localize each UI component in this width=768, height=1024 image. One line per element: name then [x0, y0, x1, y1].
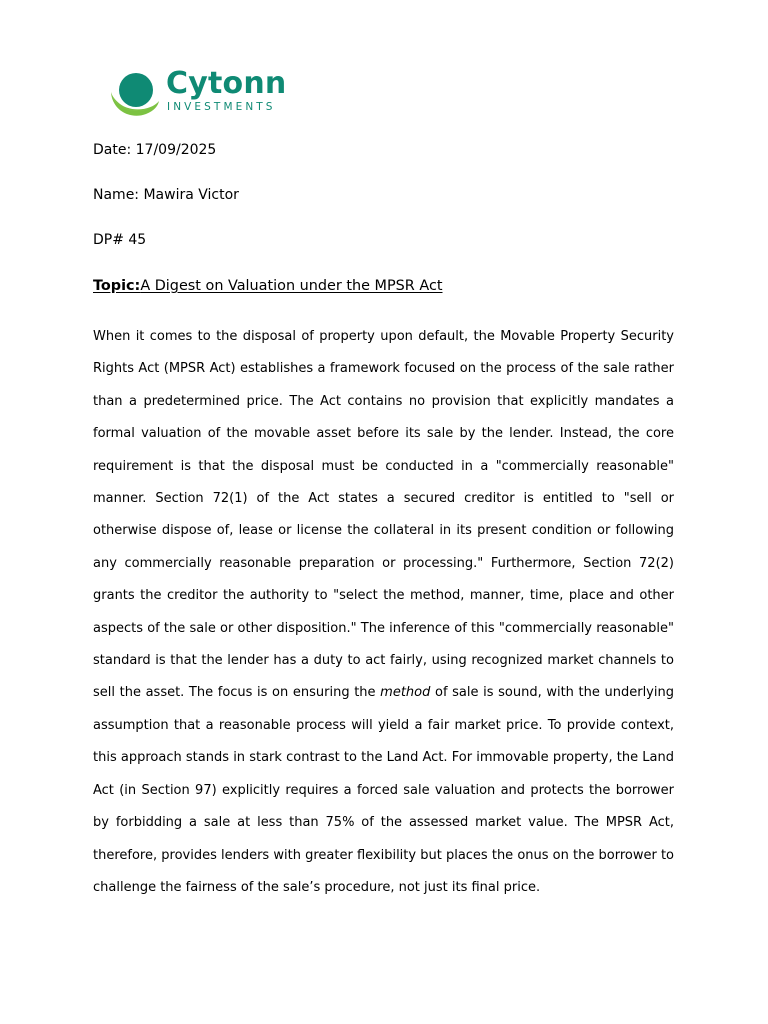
topic-title: A Digest on Valuation under the MPSR Act — [140, 278, 443, 294]
topic-heading — [93, 276, 443, 296]
logo-subtitle: INVESTMENTS — [167, 101, 276, 113]
logo-name: Cytonn — [166, 66, 287, 101]
date-line: Date: 17/09/2025 — [93, 142, 217, 158]
cytonn-logo-mark-icon — [108, 66, 164, 120]
body-emphasis: method — [380, 685, 431, 701]
cytonn-logo — [108, 66, 288, 120]
name-line: Name: Mawira Victor — [93, 187, 239, 203]
topic-label: Topic: — [93, 278, 141, 294]
body-text-part-1: When it comes to the disposal of property upon default, the Movable Property Security Rights Act (MPSR Act) establishes a framework focused on the process of the sale rather than a predetermined price. The Act contains no provision that explicitly mandates a formal valuation of the movable asset before its sale by the lender. Instead, the core requirement is that the disposal must be conducted in a "commercially reasonable" manner. Section 72(1) of the Act states a secured creditor is entitled to "sell or otherwise dispose of, lease or license the collateral in its present condition or following any commercially reasonable preparation or processing." Furthermore, Section 72(2) grants the creditor the authority to "select the method, manner, time, place and other aspects of the sale or other disposition." The inference of this "commercially reasonable" standard is that the lender has a duty to act fairly, using recognized market channels to sell the asset. The focus is on ensuring the — [93, 329, 674, 701]
body-text-part-2: of sale is sound, with the underlying assumption that a reasonable process will yield a fair market price. To provide context, this approach stands in stark contrast to the Land Act. For immovable property, the Land Act (in Section 97) explicitly requires a forced sale valuation and protects the borrower by forbidding a sale at less than 75% of the assessed market value. The MPSR Act, therefore, provides lenders with greater flexibility but places the onus on the borrower to challenge the fairness of the sale’s procedure, not just its final price. — [93, 685, 674, 895]
body-paragraph — [93, 321, 674, 904]
dp-number-line: DP# 45 — [93, 232, 147, 248]
